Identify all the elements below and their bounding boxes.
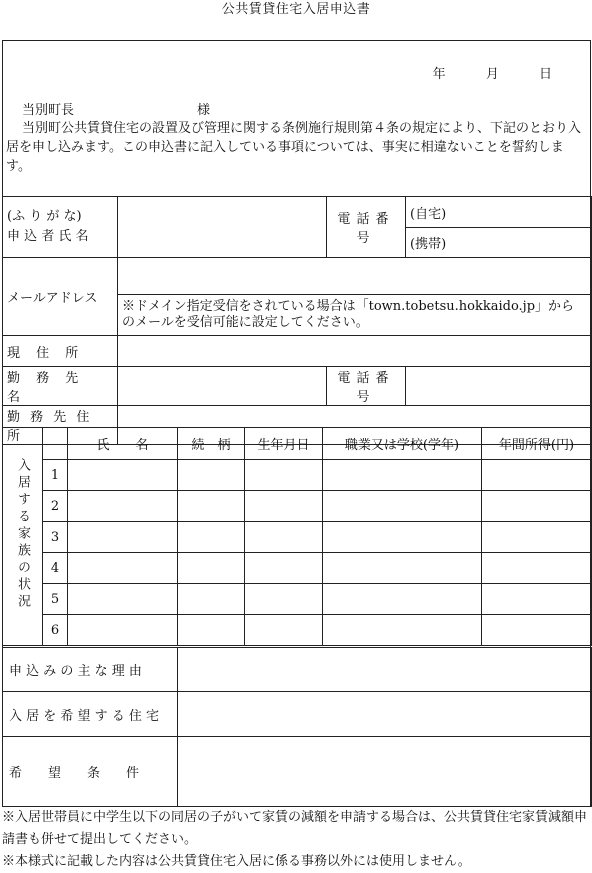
family-cell[interactable]: [68, 491, 178, 522]
addressee-honorific: 様: [197, 103, 211, 118]
footnotes: [2, 807, 592, 873]
email-note: ※ドメイン指定受信をされている場合は「town.tobetsu.hokkaido.jp」からのメールを受信可能に設定してください。: [118, 295, 592, 336]
family-cell[interactable]: [245, 615, 323, 646]
addressee: [22, 99, 211, 118]
family-cell[interactable]: [323, 522, 482, 553]
family-cell[interactable]: [323, 460, 482, 491]
family-cell[interactable]: [482, 553, 592, 584]
workplace-field[interactable]: [118, 367, 327, 406]
reason-label: 申 込 み の 主 な 理 由: [3, 648, 178, 692]
home-phone-field[interactable]: (自宅): [406, 197, 592, 228]
family-cell[interactable]: [68, 553, 178, 584]
family-cell[interactable]: [482, 584, 592, 615]
phone-label: 電話番号: [327, 197, 406, 258]
desired-house-field[interactable]: [178, 692, 592, 737]
family-row-number: 4: [43, 553, 68, 584]
family-row-number: 5: [43, 584, 68, 615]
email-field[interactable]: [118, 258, 592, 295]
family-cell[interactable]: [245, 553, 323, 584]
desired-house-label: 入 居 を 希 望 す る 住 宅: [3, 692, 178, 737]
family-side-label: 入居する家族の状況: [15, 458, 30, 611]
family-cell[interactable]: [245, 584, 323, 615]
day-label: 日: [538, 67, 552, 82]
family-cell[interactable]: [68, 460, 178, 491]
family-cell[interactable]: [68, 584, 178, 615]
family-cell[interactable]: [178, 584, 245, 615]
address-field[interactable]: [118, 336, 592, 367]
conditions-field[interactable]: [178, 737, 592, 807]
family-header-occupation: 職業又は学校(学年): [323, 428, 482, 460]
workplace-phone-field[interactable]: [406, 367, 592, 406]
family-cell[interactable]: [482, 460, 592, 491]
family-cell[interactable]: [68, 522, 178, 553]
family-cell[interactable]: [178, 460, 245, 491]
form-title: 公共賃貸住宅入居申込書: [221, 2, 371, 17]
applicant-name-field[interactable]: [118, 197, 327, 258]
furigana-label: (ふ り が な): [7, 209, 82, 224]
family-index-header: [43, 428, 68, 460]
applicant-name-label-cell: [3, 197, 118, 258]
family-cell[interactable]: [178, 522, 245, 553]
family-row-number: 2: [43, 491, 68, 522]
family-cell[interactable]: [245, 522, 323, 553]
family-cell[interactable]: [178, 615, 245, 646]
family-cell[interactable]: [245, 460, 323, 491]
applicant-table: [2, 196, 592, 445]
family-row-number: 6: [43, 615, 68, 646]
address-label: 現 住 所: [3, 336, 118, 367]
family-cell[interactable]: [178, 491, 245, 522]
family-cell[interactable]: [68, 615, 178, 646]
pledge-text: 当別町公共賃貸住宅の設置及び管理に関する条例施行規則第４条の規定により、下記のとおり入居を申し込みます。この申込書に記入している事項については、事実に相違ないことを誓約します。: [6, 121, 582, 174]
family-cell[interactable]: [482, 491, 592, 522]
family-cell[interactable]: [323, 584, 482, 615]
conditions-label: 希 望 条 件: [3, 737, 178, 807]
applicant-name-label: 申 込 者 氏 名: [7, 229, 89, 244]
footnote-privacy: ※本様式に記載した内容は公共賃貸住宅入居に係る事務以外には使用しません。: [2, 854, 471, 869]
family-side-label-cell: [3, 428, 43, 646]
workplace-address-label: 勤 務 先 住 所: [3, 406, 118, 445]
family-cell[interactable]: [482, 615, 592, 646]
family-cell[interactable]: [323, 615, 482, 646]
family-header-relation: 続 柄: [178, 428, 245, 460]
family-cell[interactable]: [482, 522, 592, 553]
workplace-phone-label: 電話番号: [327, 367, 406, 406]
family-header-name: 氏 名: [68, 428, 178, 460]
mobile-phone-field[interactable]: (携帯): [406, 228, 592, 258]
reason-field[interactable]: [178, 648, 592, 692]
month-label: 月: [485, 67, 499, 82]
footnote-reduction: ※入居世帯員に中学生以下の同居の子がいて家賃の減額を申請する場合は、公共賃貸住宅家賃減額申請書も併せて提出してください。: [2, 810, 588, 847]
email-label: メールアドレス: [3, 258, 118, 336]
year-label: 年: [432, 67, 446, 82]
family-cell[interactable]: [178, 553, 245, 584]
date-line: [397, 63, 552, 82]
family-row-number: 1: [43, 460, 68, 491]
application-details-table: [2, 647, 592, 807]
family-cell[interactable]: [323, 553, 482, 584]
family-header-income: 年間所得(円): [482, 428, 592, 460]
family-cell[interactable]: [323, 491, 482, 522]
addressee-name: 当別町長: [22, 103, 75, 118]
family-table: [2, 427, 592, 646]
workplace-label: 勤 務 先 名: [3, 367, 118, 406]
family-header-birthdate: 生年月日: [245, 428, 323, 460]
family-cell[interactable]: [245, 491, 323, 522]
family-row-number: 3: [43, 522, 68, 553]
